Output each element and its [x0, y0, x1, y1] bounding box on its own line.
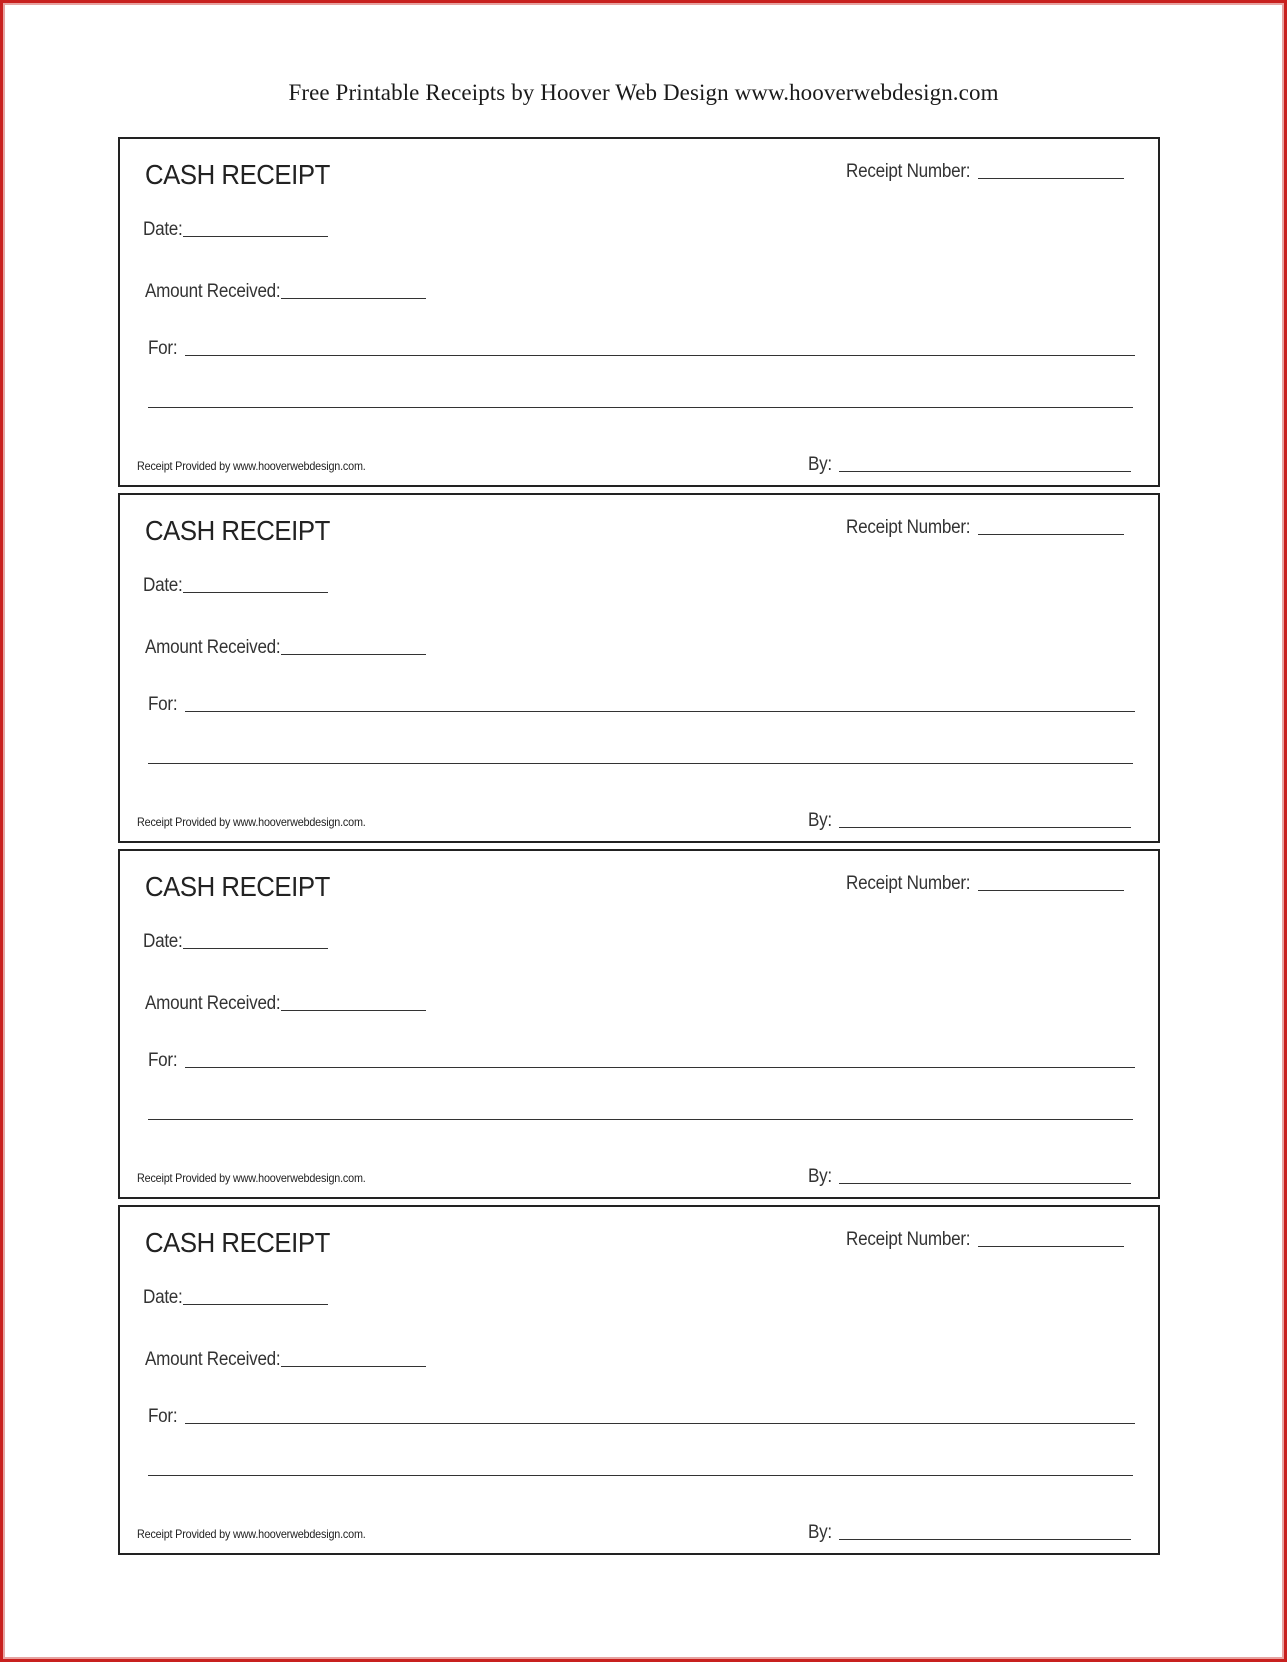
amount-blank[interactable] — [281, 297, 426, 299]
receipt-title: CASH RECEIPT — [145, 871, 330, 902]
for-field — [148, 1406, 1135, 1428]
by-label: By: — [808, 454, 832, 475]
receipt-number-field — [846, 873, 1124, 895]
receipt-number-blank[interactable] — [978, 889, 1124, 891]
cash-receipt — [118, 137, 1160, 487]
for-continuation-blank[interactable] — [148, 763, 1133, 764]
by-blank[interactable] — [839, 826, 1131, 828]
for-label: For: — [148, 1406, 178, 1427]
date-label: Date: — [143, 1287, 183, 1308]
by-label: By: — [808, 1166, 832, 1187]
for-continuation-blank[interactable] — [148, 1475, 1133, 1476]
date-label: Date: — [143, 219, 183, 240]
for-label: For: — [148, 338, 178, 359]
amount-field — [145, 1349, 426, 1371]
receipt-number-field — [846, 161, 1124, 183]
receipt-number-blank[interactable] — [978, 177, 1124, 179]
amount-blank[interactable] — [281, 1365, 426, 1367]
receipt-number-field — [846, 1229, 1124, 1251]
amount-field — [145, 993, 426, 1015]
provided-by-text: Receipt Provided by www.hooverwebdesign.com. — [137, 459, 366, 473]
date-blank[interactable] — [183, 1303, 328, 1305]
for-field — [148, 1050, 1135, 1072]
cash-receipt — [118, 1205, 1160, 1555]
receipt-title: CASH RECEIPT — [145, 515, 330, 546]
for-field — [148, 694, 1135, 716]
amount-label: Amount Received: — [145, 637, 281, 658]
receipt-number-label: Receipt Number: — [846, 1229, 971, 1250]
amount-label: Amount Received: — [145, 1349, 281, 1370]
for-blank[interactable] — [185, 1066, 1135, 1068]
receipt-title: CASH RECEIPT — [145, 1227, 330, 1258]
for-blank[interactable] — [185, 710, 1135, 712]
for-label: For: — [148, 1050, 178, 1071]
by-blank[interactable] — [839, 470, 1131, 472]
for-continuation-blank[interactable] — [148, 1119, 1133, 1120]
receipt-number-label: Receipt Number: — [846, 873, 971, 894]
receipt-number-label: Receipt Number: — [846, 161, 971, 182]
date-blank[interactable] — [183, 947, 328, 949]
date-field — [143, 575, 328, 597]
amount-label: Amount Received: — [145, 281, 281, 302]
receipt-title: CASH RECEIPT — [145, 159, 330, 190]
by-label: By: — [808, 1522, 832, 1543]
by-field — [808, 1522, 1131, 1544]
by-field — [808, 810, 1131, 832]
by-field — [808, 454, 1131, 476]
for-field — [148, 338, 1135, 360]
amount-field — [145, 637, 426, 659]
amount-label: Amount Received: — [145, 993, 281, 1014]
date-label: Date: — [143, 931, 183, 952]
provided-by-text: Receipt Provided by www.hooverwebdesign.com. — [137, 1527, 366, 1541]
cash-receipt — [118, 849, 1160, 1199]
amount-blank[interactable] — [281, 1009, 426, 1011]
by-blank[interactable] — [839, 1182, 1131, 1184]
for-blank[interactable] — [185, 1422, 1135, 1424]
for-label: For: — [148, 694, 178, 715]
provided-by-text: Receipt Provided by www.hooverwebdesign.com. — [137, 815, 366, 829]
receipt-number-blank[interactable] — [978, 533, 1124, 535]
amount-blank[interactable] — [281, 653, 426, 655]
date-field — [143, 219, 328, 241]
date-field — [143, 931, 328, 953]
amount-field — [145, 281, 426, 303]
receipt-number-field — [846, 517, 1124, 539]
date-blank[interactable] — [183, 591, 328, 593]
receipt-number-blank[interactable] — [978, 1245, 1124, 1247]
provided-by-text: Receipt Provided by www.hooverwebdesign.com. — [137, 1171, 366, 1185]
date-label: Date: — [143, 575, 183, 596]
by-blank[interactable] — [839, 1538, 1131, 1540]
for-blank[interactable] — [185, 354, 1135, 356]
receipt-number-label: Receipt Number: — [846, 517, 971, 538]
page-header: Free Printable Receipts by Hoover Web Design www.hooverwebdesign.com — [288, 80, 999, 105]
receipt-list — [118, 137, 1160, 1561]
date-blank[interactable] — [183, 235, 328, 237]
date-field — [143, 1287, 328, 1309]
by-label: By: — [808, 810, 832, 831]
for-continuation-blank[interactable] — [148, 407, 1133, 408]
by-field — [808, 1166, 1131, 1188]
cash-receipt — [118, 493, 1160, 843]
